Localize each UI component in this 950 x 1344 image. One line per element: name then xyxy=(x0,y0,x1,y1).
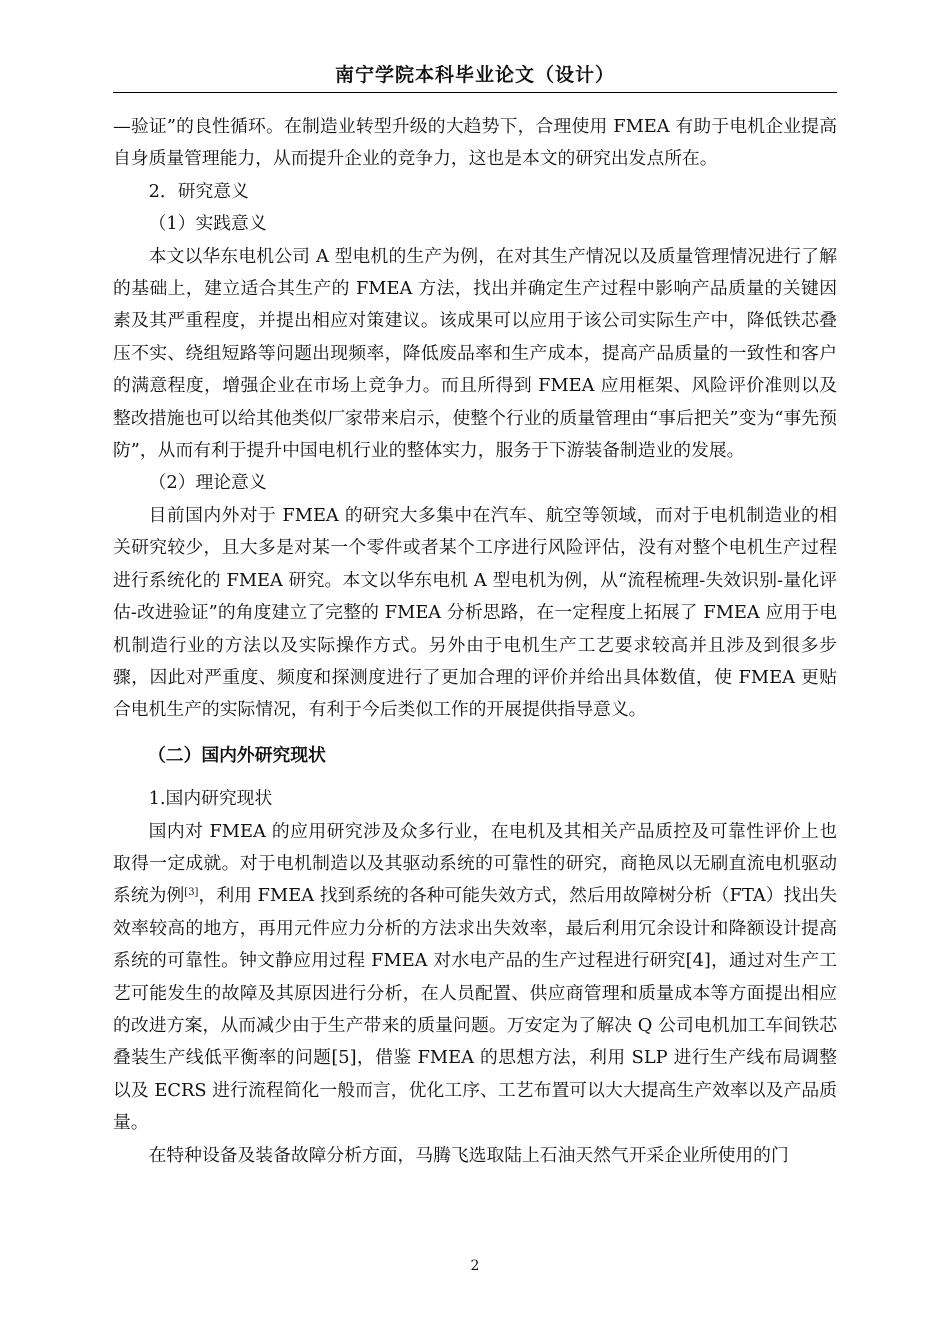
page-body xyxy=(113,111,837,1172)
paragraph-continuation: —验证”的良性循环。在制造业转型升级的大趋势下，合理使用 FMEA 有助于电机企业提高自身质量管理能力，从而提升企业的竞争力，这也是本文的研究出发点所在。 xyxy=(113,116,837,170)
paragraph-domestic-text-a: 国内对 FMEA 的应用研究涉及众多行业，在电机及其相关产品质控及可靠性评价上也取得一定成就。对于电机制造以及其驱动系统的可靠性的研究，商艳凤以无刷直流电机驱动系统为例 xyxy=(113,820,837,907)
paragraph-theoretical-significance: 目前国内外对于 FMEA 的研究大多集中在汽车、航空等领域，而对于电机制造业的相关研究较少，且大多是对某一个零件或者某个工序进行风险评估，没有对整个电机生产过程进行系统化的 FMEA 研究。本文以华东电机 A 型电机为例，从“流程梳理-失效识别-量化评估-改进验证”的角度建立了完整的 FMEA 分析思路，在一定程度上拓展了 FMEA 应用于电机制造行业的方法以及实际操作方式。另外由于电机生产工艺要求较高并且涉及到很多步骤，因此对严重度、频度和探测度进行了更加合理的评价并给出具体数值，使 FMEA 更贴合电机生产的实际情况，有利于今后类似工作的开展提供指导意义。 xyxy=(113,504,838,721)
paragraph-domestic-research xyxy=(113,816,837,1140)
heading-research-significance: 2．研究意义 xyxy=(148,180,249,202)
paragraph-special-equipment: 在特种设备及装备故障分析方面，马腾飞选取陆上石油天然气开采企业所使用的门 xyxy=(148,1144,789,1166)
paragraph-domestic-text-b: ，利用 FMEA 找到系统的各种可能失效方式，然后用故障树分析（FTA）找出失效率较高的地方，再用元件应力分析的方法求出失效率，最后利用冗余设计和降额设计提高系统的可靠性。钟文静应用过程 FMEA 对水电产品的生产过程进行研究[4]，通过对生产工艺可能发生的故障及其原因进行分析，在人员配置、供应商管理和质量成本等方面提出相应的改进方案，从而减少由于生产带来的质量问题。万安定为了解决 Q 公司电机加工车间铁芯叠装生产线低平衡率的问题[5]，借鉴 FMEA 的思想方法，利用 SLP 进行生产线布局调整以及 ECRS 进行流程简化一般而言，优化工序、工艺布置可以大大提高生产效率以及产品质量。 xyxy=(113,885,837,1134)
heading-practical-significance: （1）实践意义 xyxy=(148,213,267,235)
header-divider xyxy=(113,92,837,93)
heading-domestic-research: 1.国内研究现状 xyxy=(148,788,273,810)
section-title-research-status: （二）国内外研究现状 xyxy=(148,744,326,766)
citation-ref: [3] xyxy=(184,887,199,899)
page-header-title: 南宁学院本科毕业论文（设计） xyxy=(334,64,615,86)
paragraph-practical-significance: 本文以华东电机公司 A 型电机的生产为例，在对其生产情况以及质量管理情况进行了解的基础上，建立适合其生产的 FMEA 方法，找出并确定生产过程中影响产品质量的关键因素及其严重程度，并提出相应对策建议。该成果可以应用于该公司实际生产中，降低铁芯叠压不实、绕组短路等问题出现频率，降低废品率和生产成本，提高产品质量的一致性和客户的满意程度，增强企业在市场上竞争力。而且所得到 FMEA 应用框架、风险评价准则以及整改措施也可以给其他类似厂家带来启示，使整个行业的质量管理由“事后把关”变为“事先预防”，从而有利于提升中国电机行业的整体实力，服务于下游装备制造业的发展。 xyxy=(113,245,837,462)
heading-theoretical-significance: （2）理论意义 xyxy=(148,472,267,494)
page-number: 2 xyxy=(470,1258,480,1274)
